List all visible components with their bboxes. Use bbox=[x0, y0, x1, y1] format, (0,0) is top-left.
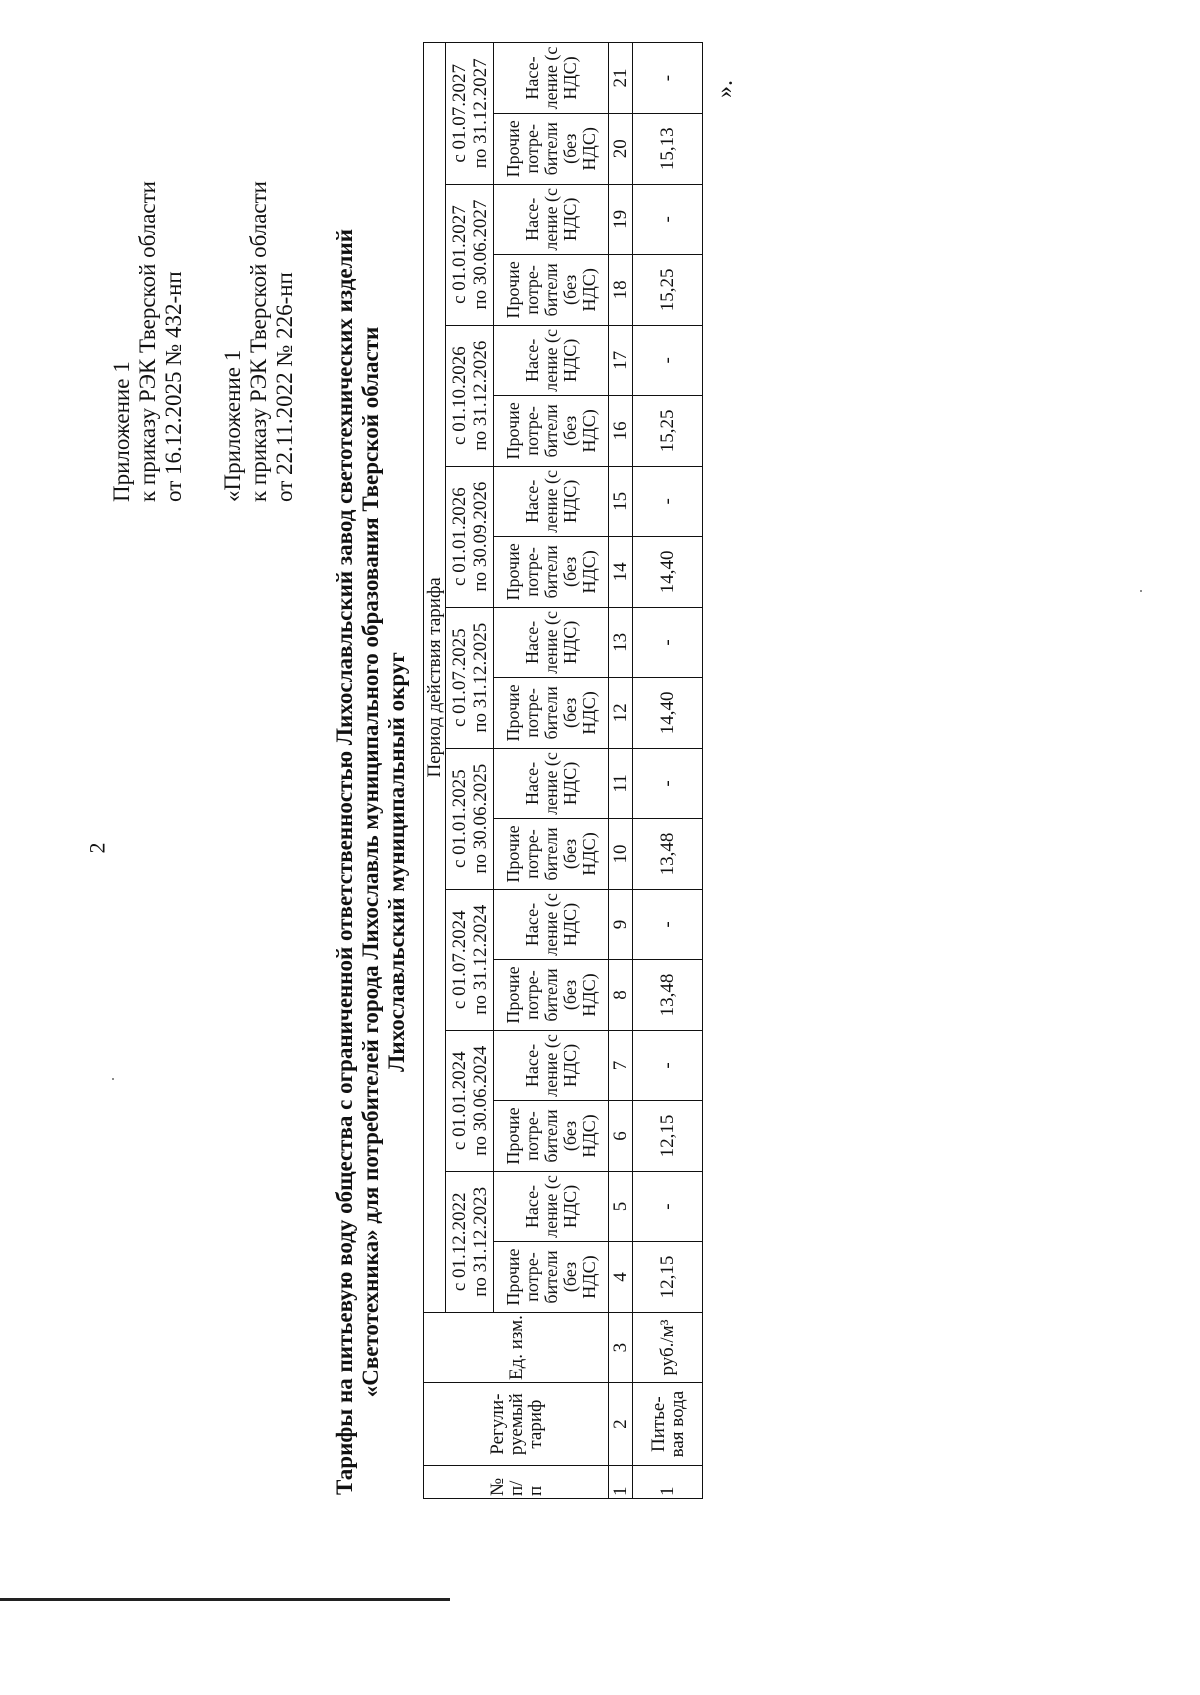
index-cell: 4 bbox=[609, 1242, 633, 1313]
tariff-value: - bbox=[633, 466, 703, 537]
index-cell: 5 bbox=[609, 1171, 633, 1242]
header-other-consumers: Прочие потре-бители (без НДС) bbox=[494, 396, 609, 467]
header-number: № п/ п bbox=[424, 1465, 609, 1498]
header-population: Насе-ление (с НДС) bbox=[494, 466, 609, 537]
annex-new-line1: Приложение 1 bbox=[109, 361, 134, 502]
index-cell: 11 bbox=[609, 748, 633, 819]
index-cell: 2 bbox=[609, 1383, 633, 1466]
tariff-table-body bbox=[424, 43, 703, 1499]
annex-new-line2: к приказу РЭК Тверской области bbox=[135, 181, 160, 502]
header-other-consumers: Прочие потре-бители (без НДС) bbox=[494, 255, 609, 326]
header-population: Насе-ление (с НДС) bbox=[494, 748, 609, 819]
tariff-value: 13,48 bbox=[633, 960, 703, 1031]
closing-quote: ». bbox=[712, 80, 738, 98]
index-cell: 21 bbox=[609, 43, 633, 114]
period-to: по 30.06.2027 bbox=[469, 199, 491, 310]
header-other-consumers: Прочие потре-бители (без НДС) bbox=[494, 1101, 609, 1172]
tariff-table bbox=[423, 42, 703, 1499]
header-population: Насе-ление (с НДС) bbox=[494, 889, 609, 960]
header-row-dates bbox=[446, 43, 494, 1499]
period-to: по 31.12.2023 bbox=[469, 1186, 491, 1297]
tariff-value: - bbox=[633, 1171, 703, 1242]
annex-old-line1: «Приложение 1 bbox=[220, 349, 245, 502]
tariff-value: 15,25 bbox=[633, 255, 703, 326]
period-cell bbox=[446, 889, 494, 1030]
period-to: по 30.06.2024 bbox=[469, 1045, 491, 1156]
period-to: по 31.12.2026 bbox=[469, 340, 491, 451]
period-from: с 01.10.2026 bbox=[448, 346, 470, 445]
header-other-consumers: Прочие потре-бители (без НДС) bbox=[494, 819, 609, 890]
scan-speck bbox=[112, 1078, 114, 1080]
page-number: 2 bbox=[84, 842, 110, 854]
title-line2: «Светотехника» для потребителей города Лихославль муниципального образования Тверской области bbox=[358, 326, 383, 1398]
header-other-consumers: Прочие потре-бители (без НДС) bbox=[494, 960, 609, 1031]
period-cell bbox=[446, 1171, 494, 1312]
header-row-consumers bbox=[494, 43, 609, 1499]
period-from: с 01.01.2024 bbox=[448, 1051, 470, 1151]
header-population: Насе-ление (с НДС) bbox=[494, 607, 609, 678]
header-period: Период действия тарифа bbox=[424, 43, 446, 1313]
index-cell: 12 bbox=[609, 678, 633, 749]
header-other-consumers: Прочие потре-бители (без НДС) bbox=[494, 1242, 609, 1313]
index-cell: 10 bbox=[609, 819, 633, 890]
tariff-value: - bbox=[633, 607, 703, 678]
tariff-value: 14,40 bbox=[633, 678, 703, 749]
header-row-period bbox=[424, 43, 446, 1499]
index-cell: 1 bbox=[609, 1465, 633, 1498]
index-cell: 13 bbox=[609, 607, 633, 678]
index-cell: 6 bbox=[609, 1101, 633, 1172]
annex-old-line2: к приказу РЭК Тверской области bbox=[246, 181, 271, 502]
period-to: по 31.12.2024 bbox=[469, 904, 491, 1015]
index-cell: 16 bbox=[609, 396, 633, 467]
index-row bbox=[609, 43, 633, 1499]
period-cell bbox=[446, 184, 494, 325]
period-cell bbox=[446, 607, 494, 748]
tariff-value: - bbox=[633, 889, 703, 960]
index-cell: 3 bbox=[609, 1312, 633, 1383]
period-to: по 31.12.2027 bbox=[469, 58, 491, 169]
period-from: с 01.01.2026 bbox=[448, 487, 470, 586]
tariff-value: - bbox=[633, 184, 703, 255]
index-cell: 8 bbox=[609, 960, 633, 1031]
period-from: с 01.01.2027 bbox=[448, 205, 470, 304]
index-cell: 20 bbox=[609, 114, 633, 185]
annex-new bbox=[109, 181, 187, 502]
period-to: по 30.06.2025 bbox=[469, 763, 491, 874]
period-from: с 01.01.2025 bbox=[448, 769, 470, 869]
header-population: Насе-ление (с НДС) bbox=[494, 184, 609, 255]
rotated-content bbox=[0, 46, 738, 1662]
header-unit: Ед. изм. bbox=[424, 1312, 609, 1383]
tariff-value: 15,13 bbox=[633, 114, 703, 185]
header-population: Насе-ление (с НДС) bbox=[494, 43, 609, 114]
period-to: по 30.09.2026 bbox=[469, 481, 491, 592]
period-from: с 01.07.2025 bbox=[448, 628, 470, 727]
data-row bbox=[633, 43, 703, 1499]
index-cell: 19 bbox=[609, 184, 633, 255]
period-from: с 01.12.2022 bbox=[448, 1192, 470, 1292]
period-cell bbox=[446, 466, 494, 607]
header-other-consumers: Прочие потре-бители (без НДС) bbox=[494, 678, 609, 749]
header-population: Насе-ление (с НДС) bbox=[494, 1171, 609, 1242]
unit-cell: руб./м³ bbox=[633, 1312, 703, 1383]
footer-line bbox=[0, 1598, 450, 1601]
tariff-value: - bbox=[633, 325, 703, 396]
header-other-consumers: Прочие потре-бители (без НДС) bbox=[494, 537, 609, 608]
header-tariff: Регули-руемый тариф bbox=[424, 1383, 609, 1466]
tariff-value: 12,15 bbox=[633, 1101, 703, 1172]
index-cell: 17 bbox=[609, 325, 633, 396]
tariff-value: 15,25 bbox=[633, 396, 703, 467]
period-cell bbox=[446, 1030, 494, 1171]
period-to: по 31.12.2025 bbox=[469, 622, 491, 733]
scan-speck bbox=[1140, 590, 1142, 592]
tariff-value: 13,48 bbox=[633, 819, 703, 890]
title-line3: Лихославльский муниципальный округ bbox=[384, 652, 409, 1072]
row-number: 1 bbox=[633, 1465, 703, 1498]
index-cell: 7 bbox=[609, 1030, 633, 1101]
title-line1: Тарифы на питьевую воду общества с ограниченной ответственностью Лихославльский завод светотехнических изделий bbox=[332, 229, 357, 1495]
tariff-name: Питье-вая вода bbox=[633, 1383, 703, 1466]
period-cell bbox=[446, 748, 494, 889]
tariff-value: 12,15 bbox=[633, 1242, 703, 1313]
index-cell: 9 bbox=[609, 889, 633, 960]
index-cell: 14 bbox=[609, 537, 633, 608]
annex-old-line3: от 22.11.2022 № 226-нп bbox=[272, 272, 297, 502]
period-from: с 01.07.2024 bbox=[448, 910, 470, 1010]
annex-old bbox=[220, 181, 298, 502]
tariff-value: - bbox=[633, 748, 703, 819]
period-from: с 01.07.2027 bbox=[448, 63, 470, 163]
header-population: Насе-ление (с НДС) bbox=[494, 1030, 609, 1101]
document-title bbox=[332, 192, 410, 1532]
header-other-consumers: Прочие потре-бители (без НДС) bbox=[494, 114, 609, 185]
header-population: Насе-ление (с НДС) bbox=[494, 325, 609, 396]
index-cell: 18 bbox=[609, 255, 633, 326]
tariff-value: 14,40 bbox=[633, 537, 703, 608]
annex-new-line3: от 16.12.2025 № 432-нп bbox=[161, 271, 186, 502]
tariff-value: - bbox=[633, 1030, 703, 1101]
index-cell: 15 bbox=[609, 466, 633, 537]
period-cell bbox=[446, 43, 494, 185]
tariff-value: - bbox=[633, 43, 703, 114]
period-cell bbox=[446, 325, 494, 466]
